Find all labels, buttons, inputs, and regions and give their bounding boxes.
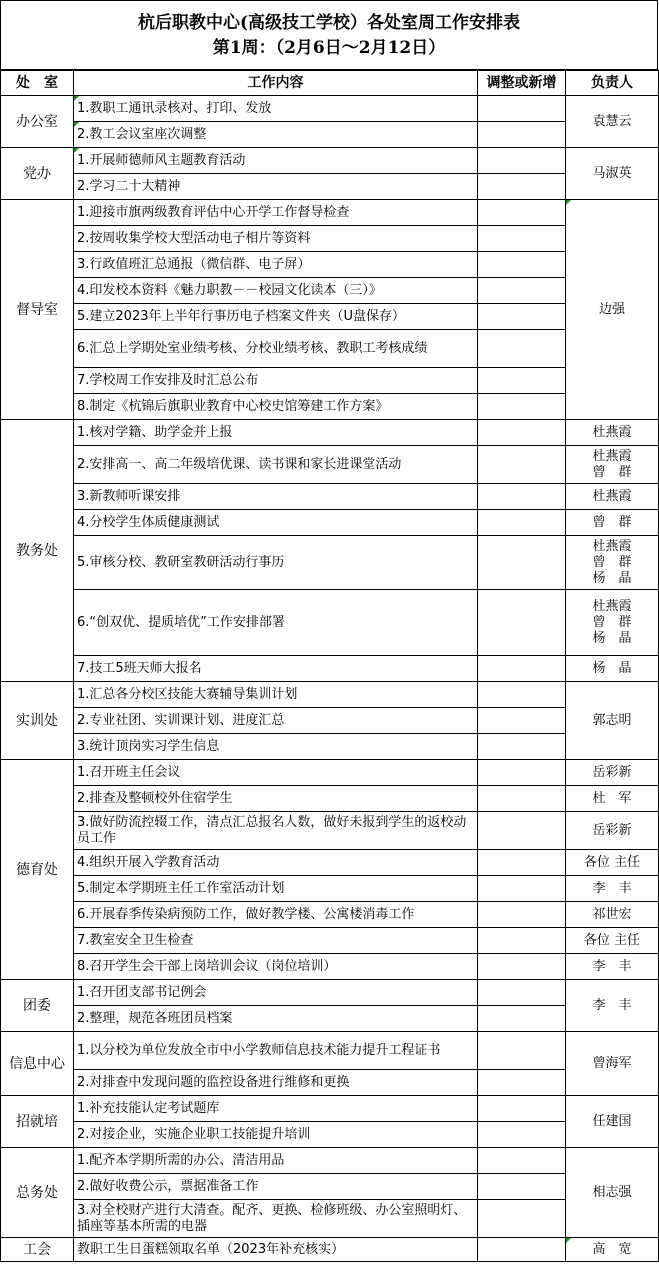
table-row <box>1 954 659 980</box>
adjust-cell <box>478 812 566 850</box>
table-row <box>1 850 659 876</box>
adjust-cell <box>478 980 566 1006</box>
table-row <box>1 174 659 200</box>
person-cell: 李 丰 <box>566 954 659 980</box>
person-name: 杨 晶 <box>592 570 632 586</box>
adjust-cell <box>478 928 566 954</box>
task-cell: 7.教室安全卫生检查 <box>74 928 478 954</box>
adjust-cell <box>478 226 566 252</box>
adjust-cell <box>478 734 566 760</box>
table-row <box>1 902 659 928</box>
table-row <box>1 1070 659 1096</box>
person-cell: 郭志明 <box>566 682 659 760</box>
task-cell: 1.配齐本学期所需的办公、清洁用品 <box>74 1148 478 1174</box>
person-cell: 祁世宏 <box>566 902 659 928</box>
task-cell: 5.审核分校、教研室教研活动行事历 <box>74 536 478 590</box>
adjust-cell <box>478 304 566 330</box>
task-cell: 8.召开学生会干部上岗培训会议（岗位培训） <box>74 954 478 980</box>
task-cell: 1.召开班主任会议 <box>74 760 478 786</box>
dept-recruitment: 招就培 <box>1 1096 74 1148</box>
adjust-cell <box>478 682 566 708</box>
adjust-cell <box>478 1096 566 1122</box>
task-cell: 1.召开团支部书记例会 <box>74 980 478 1006</box>
task-cell: 1.核对学籍、助学金并上报 <box>74 420 478 446</box>
table-row <box>1 980 659 1006</box>
person-name: 杨 晶 <box>592 660 632 676</box>
person-cell: 李 丰 <box>566 980 659 1032</box>
adjust-cell <box>478 420 566 446</box>
adjust-cell <box>478 1200 566 1238</box>
schedule-table <box>0 70 659 1262</box>
header-row <box>1 71 659 96</box>
task-cell: 3.对全校财产进行大清查。配齐、更换、检修班级、办公室照明灯、插座等基本所需的电器 <box>74 1200 478 1238</box>
person-cell <box>566 656 659 682</box>
table-row <box>1 148 659 174</box>
task-cell: 4.印发校本资料《魅力职教－－校园文化读本（三）》 <box>74 278 478 304</box>
table-row <box>1 734 659 760</box>
table-row <box>1 122 659 148</box>
dept-supervision: 督导室 <box>1 200 74 420</box>
person-cell: 高 宽 <box>566 1238 659 1262</box>
adjust-cell <box>478 1238 566 1262</box>
table-row <box>1 682 659 708</box>
table-row <box>1 1148 659 1174</box>
table-row <box>1 368 659 394</box>
adjust-cell <box>478 536 566 590</box>
title-block <box>0 0 658 70</box>
adjust-cell <box>478 394 566 420</box>
task-cell: 7.学校周工作安排及时汇总公布 <box>74 368 478 394</box>
table-row <box>1 876 659 902</box>
person-cell <box>566 510 659 536</box>
adjust-cell <box>478 656 566 682</box>
header-content: 工作内容 <box>74 71 478 96</box>
adjust-cell <box>478 1032 566 1070</box>
adjust-cell <box>478 252 566 278</box>
task-cell: 2.安排高一、高二年级培优课、读书课和家长进课堂活动 <box>74 446 478 484</box>
task-cell: 1.开展师德师风主题教育活动 <box>74 148 478 174</box>
table-row <box>1 1174 659 1200</box>
task-cell: 3.行政值班汇总通报（微信群、电子屏） <box>74 252 478 278</box>
task-cell: 1.教职工通讯录核对、打印、发放 <box>74 96 478 122</box>
task-cell: 2.对接企业，实施企业职工技能提升培训 <box>74 1122 478 1148</box>
task-cell: 6.“创双优、提质培优”工作安排部署 <box>74 590 478 656</box>
table-row <box>1 226 659 252</box>
table-row <box>1 394 659 420</box>
adjust-cell <box>478 1006 566 1032</box>
task-cell: 4.组织开展入学教育活动 <box>74 850 478 876</box>
person-name: 杨 晶 <box>592 630 632 646</box>
adjust-cell <box>478 122 566 148</box>
person-name: 杜燕霞 <box>592 448 632 464</box>
adjust-cell <box>478 954 566 980</box>
person-cell: 袁慧云 <box>566 96 659 148</box>
week-subtitle: 第1周：（2月6日～2月12日） <box>212 38 446 58</box>
person-cell: 各位 主任 <box>566 850 659 876</box>
person-cell: 相志强 <box>566 1148 659 1238</box>
table-row <box>1 330 659 368</box>
person-name: 杜燕霞 <box>592 424 632 440</box>
header-adjust: 调整或新增 <box>478 71 566 96</box>
adjust-cell <box>478 760 566 786</box>
dept-info-center: 信息中心 <box>1 1032 74 1096</box>
person-cell: 各位 主任 <box>566 928 659 954</box>
table-row <box>1 1096 659 1122</box>
adjust-cell <box>478 1122 566 1148</box>
table-row <box>1 786 659 812</box>
person-cell: 边强 <box>566 200 659 420</box>
adjust-cell <box>478 174 566 200</box>
dept-training: 实训处 <box>1 682 74 760</box>
adjust-cell <box>478 708 566 734</box>
task-cell: 5.建立2023年上半年行事历电子档案文件夹（U盘保存） <box>74 304 478 330</box>
adjust-cell <box>478 484 566 510</box>
task-cell: 6.汇总上学期处室业绩考核、分校业绩考核、教职工考核成绩 <box>74 330 478 368</box>
table-row <box>1 420 659 446</box>
person-name: 杜燕霞 <box>592 598 632 614</box>
person-cell: 杜 军 <box>566 786 659 812</box>
task-cell: 7.技工5班天师大报名 <box>74 656 478 682</box>
task-cell: 6.开展春季传染病预防工作，做好教学楼、公寓楼消毒工作 <box>74 902 478 928</box>
adjust-cell <box>478 446 566 484</box>
table-row <box>1 510 659 536</box>
adjust-cell <box>478 330 566 368</box>
person-cell <box>566 420 659 446</box>
table-row <box>1 1122 659 1148</box>
task-cell: 2.学习二十大精神 <box>74 174 478 200</box>
sheet-title: 杭后职教中心(高级技工学校）各处室周工作安排表 <box>137 13 521 33</box>
header-person: 负责人 <box>566 71 659 96</box>
person-cell: 岳彩新 <box>566 760 659 786</box>
dept-moral: 德育处 <box>1 760 74 980</box>
task-cell: 2.做好收费公示，票据准备工作 <box>74 1174 478 1200</box>
table-row <box>1 252 659 278</box>
table-row <box>1 1032 659 1070</box>
dept-academic: 教务处 <box>1 420 74 682</box>
task-cell: 8.制定《杭锦后旗职业教育中心校史馆筹建工作方案》 <box>74 394 478 420</box>
person-name: 杜燕霞 <box>592 488 632 504</box>
adjust-cell <box>478 1148 566 1174</box>
adjust-cell <box>478 902 566 928</box>
task-cell: 教职工生日蛋糕领取名单（2023年补充核实） <box>74 1238 478 1262</box>
task-cell: 5.制定本学期班主任工作室活动计划 <box>74 876 478 902</box>
dept-youth-league: 团委 <box>1 980 74 1032</box>
person-cell: 岳彩新 <box>566 812 659 850</box>
table-row <box>1 928 659 954</box>
dept-union: 工会 <box>1 1238 74 1262</box>
dept-office: 办公室 <box>1 96 74 148</box>
adjust-cell <box>478 510 566 536</box>
person-name: 曾 群 <box>592 514 632 530</box>
adjust-cell <box>478 786 566 812</box>
person-cell <box>566 484 659 510</box>
adjust-cell <box>478 200 566 226</box>
task-cell: 3.统计顶岗实习学生信息 <box>74 734 478 760</box>
task-cell: 3.新教师听课安排 <box>74 484 478 510</box>
task-cell: 1.汇总各分校区技能大赛辅导集训计划 <box>74 682 478 708</box>
adjust-cell <box>478 148 566 174</box>
adjust-cell <box>478 1174 566 1200</box>
table-row <box>1 590 659 656</box>
task-cell: 1.迎接市旗两级教育评估中心开学工作督导检查 <box>74 200 478 226</box>
adjust-cell <box>478 876 566 902</box>
dept-general-affairs: 总务处 <box>1 1148 74 1238</box>
header-dept: 处 室 <box>1 71 74 96</box>
table-row <box>1 304 659 330</box>
adjust-cell <box>478 590 566 656</box>
table-row <box>1 96 659 122</box>
adjust-cell <box>478 850 566 876</box>
adjust-cell <box>478 96 566 122</box>
task-cell: 2.专业社团、实训课计划、进度汇总 <box>74 708 478 734</box>
person-name: 曾 群 <box>592 464 632 480</box>
task-cell: 2.排查及整顿校外住宿学生 <box>74 786 478 812</box>
task-cell: 2.整理，规范各班团员档案 <box>74 1006 478 1032</box>
person-cell: 曾海军 <box>566 1032 659 1096</box>
task-cell: 2.对排查中发现问题的监控设备进行维修和更换 <box>74 1070 478 1096</box>
table-row <box>1 812 659 850</box>
person-name: 杜燕霞 <box>592 538 632 554</box>
person-name: 曾 群 <box>592 554 632 570</box>
table-row <box>1 446 659 484</box>
table-row <box>1 484 659 510</box>
table-row <box>1 760 659 786</box>
person-cell: 马淑英 <box>566 148 659 200</box>
adjust-cell <box>478 1070 566 1096</box>
task-cell: 1.以分校为单位发放全市中小学教师信息技术能力提升工程证书 <box>74 1032 478 1070</box>
person-cell: 任建国 <box>566 1096 659 1148</box>
adjust-cell <box>478 368 566 394</box>
table-row <box>1 1238 659 1262</box>
table-row <box>1 1200 659 1238</box>
task-cell: 4.分校学生体质健康测试 <box>74 510 478 536</box>
task-cell: 1.补充技能认定考试题库 <box>74 1096 478 1122</box>
table-row <box>1 200 659 226</box>
task-cell: 3.做好防流控辍工作，清点汇总报名人数，做好未报到学生的返校动员工作 <box>74 812 478 850</box>
person-name: 曾 群 <box>592 614 632 630</box>
person-cell: 李 丰 <box>566 876 659 902</box>
adjust-cell <box>478 278 566 304</box>
table-row <box>1 536 659 590</box>
table-row <box>1 1006 659 1032</box>
table-row <box>1 656 659 682</box>
dept-party: 党办 <box>1 148 74 200</box>
task-cell: 2.教工会议室座次调整 <box>74 122 478 148</box>
table-row <box>1 278 659 304</box>
table-row <box>1 708 659 734</box>
person-cell <box>566 536 659 590</box>
task-cell: 2.按周收集学校大型活动电子相片等资料 <box>74 226 478 252</box>
person-cell <box>566 590 659 656</box>
person-cell <box>566 446 659 484</box>
